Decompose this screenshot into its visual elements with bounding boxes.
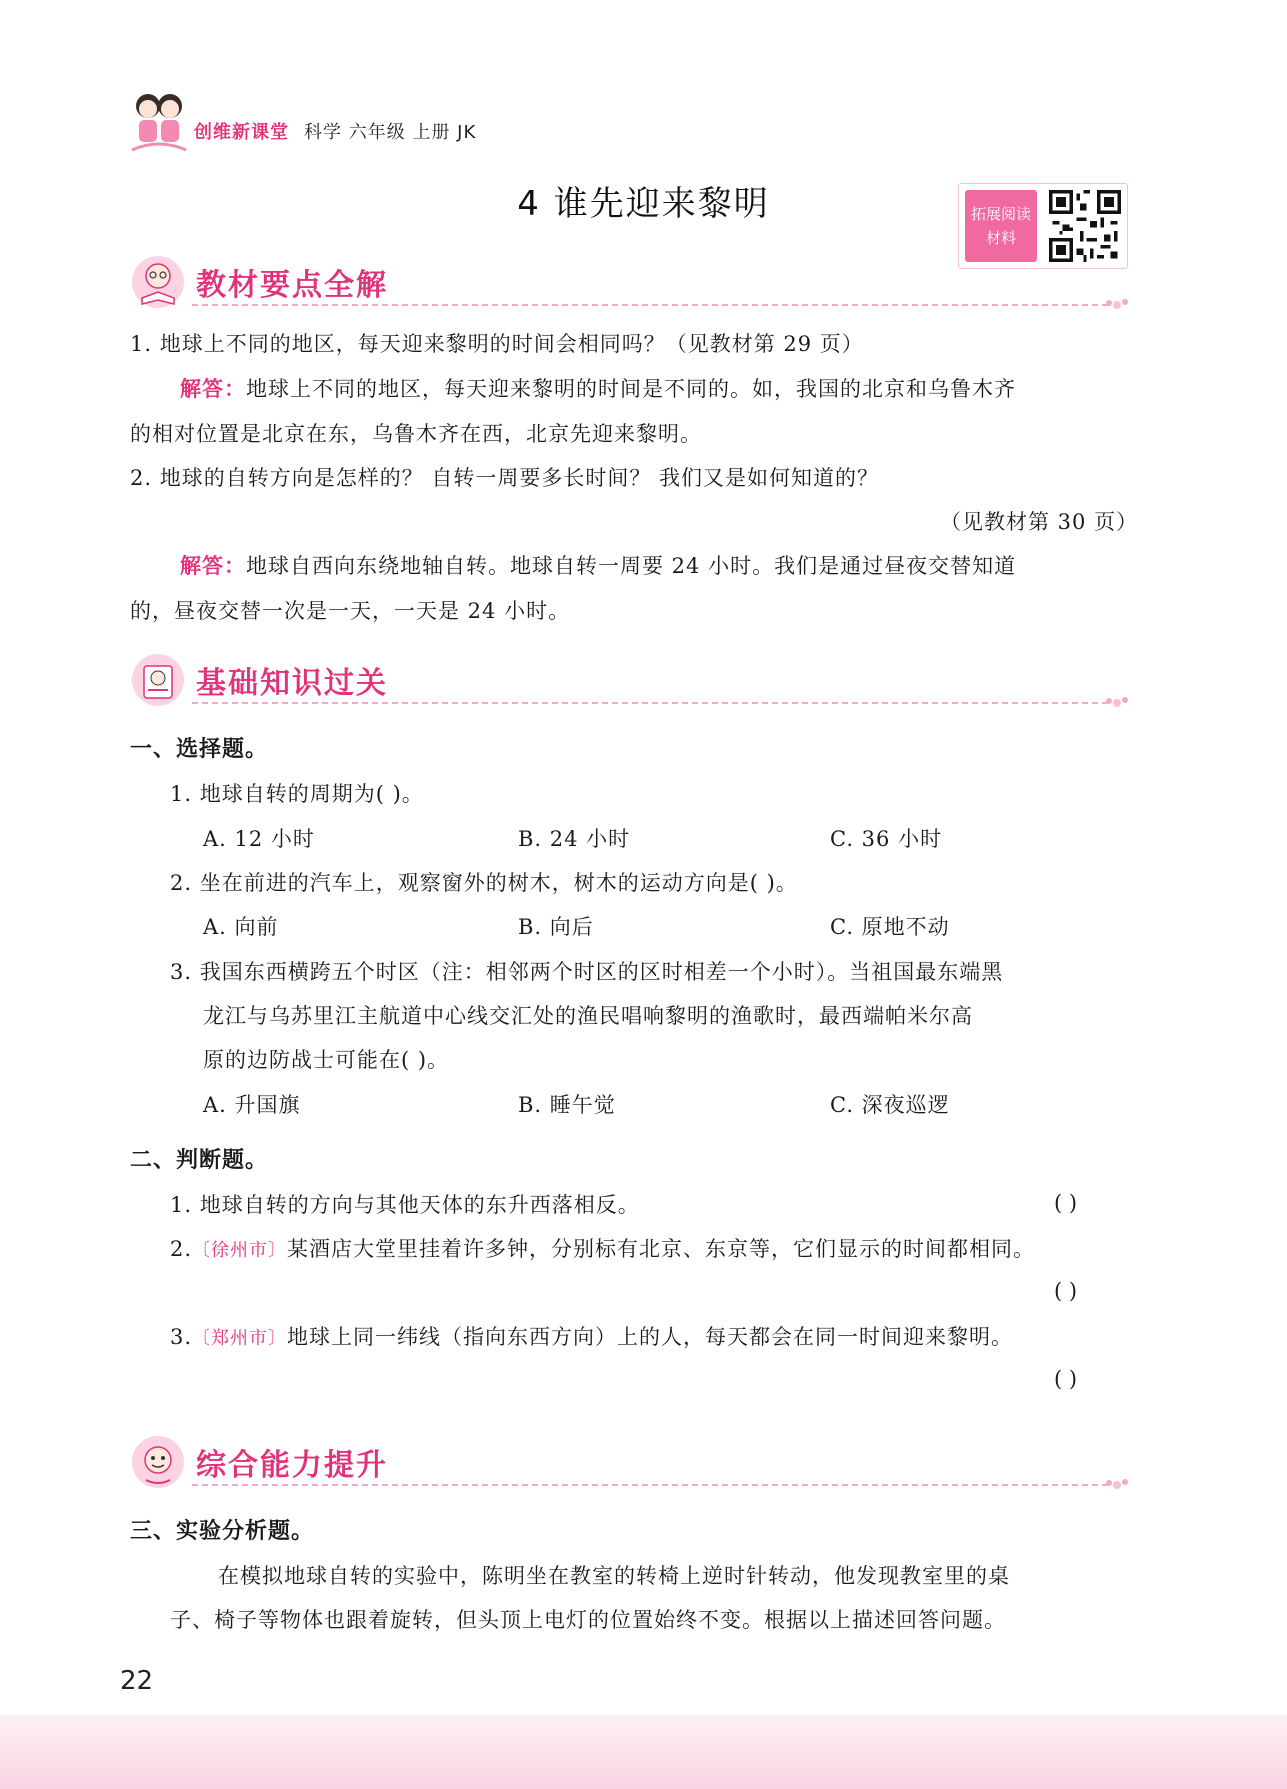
textbook-answer-1-cont: 的相对位置是北京在东，乌鲁木齐在西，北京先迎来黎明。	[130, 422, 702, 446]
answer-blank[interactable]: ( )	[1054, 1191, 1078, 1215]
qr-label-line2: 材料	[985, 229, 1016, 247]
mascot-book-icon	[130, 652, 186, 708]
choice-heading: 一、选择题。	[130, 737, 269, 762]
decorative-dots-icon	[1104, 694, 1130, 708]
question-text: 地球上同一纬线（指向东西方向）上的人，每天都会在同一时间迎来黎明。	[287, 1325, 1014, 1349]
experiment-text-line2: 子、椅子等物体也跟着旋转，但头顶上电灯的位置始终不变。根据以上描述回答问题。	[170, 1608, 1006, 1632]
experiment-heading: 三、实验分析题。	[130, 1519, 315, 1544]
question-text: 某酒店大堂里挂着许多钟，分别标有北京、东京等，它们显示的时间都相同。	[287, 1237, 1036, 1261]
answer-blank[interactable]: ( )	[1054, 1279, 1078, 1303]
decorative-dots-icon	[1104, 1476, 1130, 1490]
section-title: 教材要点全解	[196, 268, 388, 303]
textbook-question-2: 2. 地球的自转方向是怎样的？ 自转一周要多长时间？ 我们又是如何知道的？	[130, 466, 880, 490]
choice-question-2: 2. 坐在前进的汽车上，观察窗外的树木，树木的运动方向是( )。	[170, 871, 798, 895]
section-divider	[192, 1484, 1108, 1486]
lesson-title: 4 谁先迎来黎明	[517, 184, 770, 224]
subject-info: 科学 六年级 上册 JK	[304, 122, 477, 143]
mascot-reading-icon	[130, 254, 186, 310]
section-basic-knowledge	[130, 652, 1130, 708]
textbook-answer-2-cont: 的，昼夜交替一次是一天，一天是 24 小时。	[130, 599, 571, 623]
section-divider	[192, 702, 1108, 704]
source-city-badge: 〔郑州市〕	[192, 1328, 288, 1349]
answer-text: 地球自西向东绕地轴自转。地球自转一周要 24 小时。我们是通过昼夜交替知道	[246, 554, 1017, 578]
judge-heading: 二、判断题。	[130, 1148, 269, 1173]
page-header	[128, 88, 688, 154]
brand-name: 创维新课堂	[194, 122, 289, 143]
answer-text: 地球上不同的地区，每天迎来黎明的时间是不同的。如，我国的北京和乌鲁木齐	[246, 377, 1016, 401]
choice-question-3-cont2: 原的边防战士可能在( )。	[203, 1048, 450, 1072]
decorative-dots-icon	[1104, 296, 1130, 310]
choice-q1-option-b[interactable]: B. 24 小时	[518, 827, 631, 851]
qr-label	[965, 190, 1037, 262]
textbook-question-1: 1. 地球上不同的地区，每天迎来黎明的时间会相同吗？（见教材第 29 页）	[130, 332, 864, 356]
choice-q3-option-b[interactable]: B. 睡午觉	[518, 1093, 616, 1117]
source-city-badge: 〔徐州市〕	[192, 1240, 288, 1261]
choice-question-3-cont: 龙江与乌苏里江主航道中心线交汇处的渔民唱响黎明的渔歌时，最西端帕米尔高	[203, 1004, 973, 1028]
choice-question-1: 1. 地球自转的周期为( )。	[170, 782, 424, 806]
choice-q1-option-a[interactable]: A. 12 小时	[203, 827, 315, 851]
choice-q2-option-b[interactable]: B. 向后	[518, 915, 594, 939]
choice-q1-option-c[interactable]: C. 36 小时	[830, 827, 943, 851]
textbook-answer-2	[180, 552, 1016, 580]
section-divider	[192, 304, 1108, 306]
question-number: 3.	[170, 1325, 193, 1349]
answer-blank[interactable]: ( )	[1054, 1367, 1078, 1391]
footer-band	[0, 1715, 1287, 1789]
section-title: 基础知识过关	[196, 666, 388, 701]
textbook-answer-1	[180, 375, 1016, 403]
choice-q3-option-c[interactable]: C. 深夜巡逻	[830, 1093, 950, 1117]
section-textbook-points	[130, 254, 1130, 310]
page-number: 22	[120, 1666, 154, 1696]
choice-q3-option-a[interactable]: A. 升国旗	[203, 1093, 301, 1117]
question-number: 2.	[170, 1237, 193, 1261]
answer-label: 解答：	[180, 554, 246, 578]
mascot-thinking-icon	[130, 1434, 186, 1490]
judge-question-3	[170, 1323, 1013, 1353]
experiment-text-line1: 在模拟地球自转的实验中，陈明坐在教室的转椅上逆时针转动，他发现教室里的桌	[218, 1564, 1010, 1588]
mascot-kids-icon	[128, 88, 190, 154]
qr-code-icon[interactable]	[1049, 190, 1121, 262]
judge-question-1: 1. 地球自转的方向与其他天体的东升西落相反。	[170, 1193, 640, 1217]
judge-question-2	[170, 1235, 1035, 1265]
textbook-question-2-ref: （见教材第 30 页）	[940, 510, 1139, 534]
qr-label-line1: 拓展阅读	[970, 205, 1031, 223]
choice-q2-option-a[interactable]: A. 向前	[203, 915, 279, 939]
choice-q2-option-c[interactable]: C. 原地不动	[830, 915, 950, 939]
choice-question-3: 3. 我国东西横跨五个时区（注：相邻两个时区的区时相差一个小时）。当祖国最东端黑	[170, 960, 1004, 984]
answer-label: 解答：	[180, 377, 246, 401]
section-comprehensive	[130, 1434, 1130, 1490]
section-title: 综合能力提升	[196, 1448, 388, 1483]
